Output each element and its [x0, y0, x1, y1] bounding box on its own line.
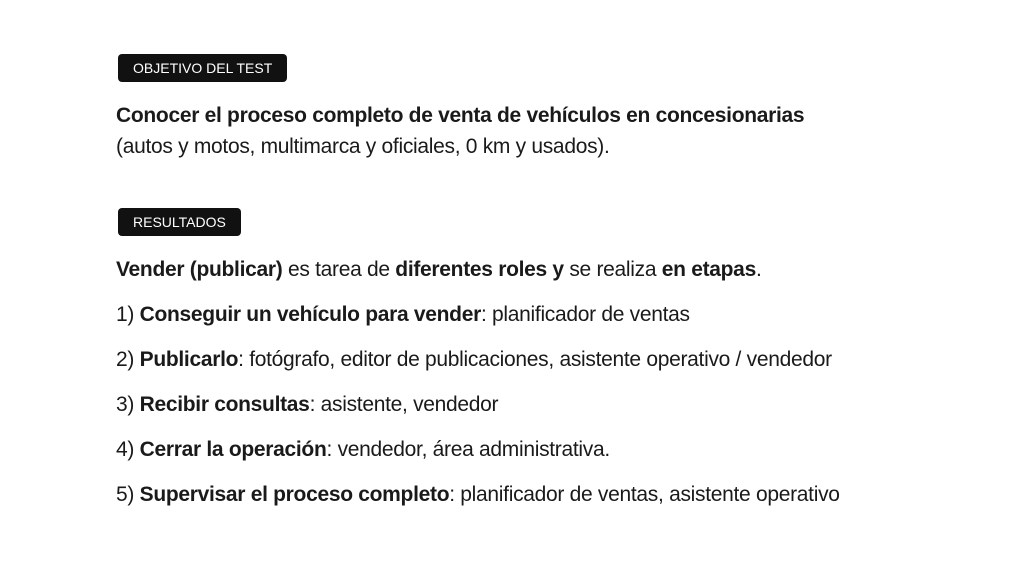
objective-title: Conocer el proceso completo de venta de vehículos en concesionarias: [116, 104, 805, 127]
intro-text-2: se realiza: [563, 258, 662, 281]
intro-bold-3: en etapas: [661, 258, 756, 281]
step-number: 3): [116, 393, 140, 416]
step-number: 2): [116, 348, 140, 371]
step-roles: : asistente, vendedor: [309, 393, 499, 416]
step-title: Supervisar el proceso completo: [139, 483, 450, 506]
step-roles: : vendedor, área administrativa.: [326, 438, 610, 461]
step-2: [116, 345, 1016, 390]
step-1: [116, 300, 1016, 345]
step-number: 1): [116, 303, 140, 326]
step-title: Cerrar la operación: [139, 438, 327, 461]
step-number: 5): [116, 483, 140, 506]
intro-text-3: .: [755, 258, 762, 281]
results-intro: [116, 255, 1016, 300]
step-4: [116, 435, 1016, 480]
objective-subtitle: (autos y motos, multimarca y oficiales, 0 km y usados).: [116, 135, 610, 158]
intro-text-1: es tarea de: [282, 258, 396, 281]
results-badge: RESULTADOS: [118, 208, 241, 236]
results-list: [116, 255, 1016, 525]
step-5: [116, 480, 1016, 525]
step-roles: : planificador de ventas: [480, 303, 690, 326]
step-title: Recibir consultas: [139, 393, 310, 416]
step-3: [116, 390, 1016, 435]
step-title: Publicarlo: [139, 348, 239, 371]
step-number: 4): [116, 438, 140, 461]
objective-badge: OBJETIVO DEL TEST: [118, 54, 287, 82]
step-roles: : planificador de ventas, asistente operativo: [449, 483, 840, 506]
intro-bold-1: Vender (publicar): [116, 258, 283, 281]
step-roles: : fotógrafo, editor de publicaciones, asistente operativo / vendedor: [238, 348, 832, 371]
intro-bold-2: diferentes roles y: [395, 258, 564, 281]
step-title: Conseguir un vehículo para vender: [139, 303, 481, 326]
